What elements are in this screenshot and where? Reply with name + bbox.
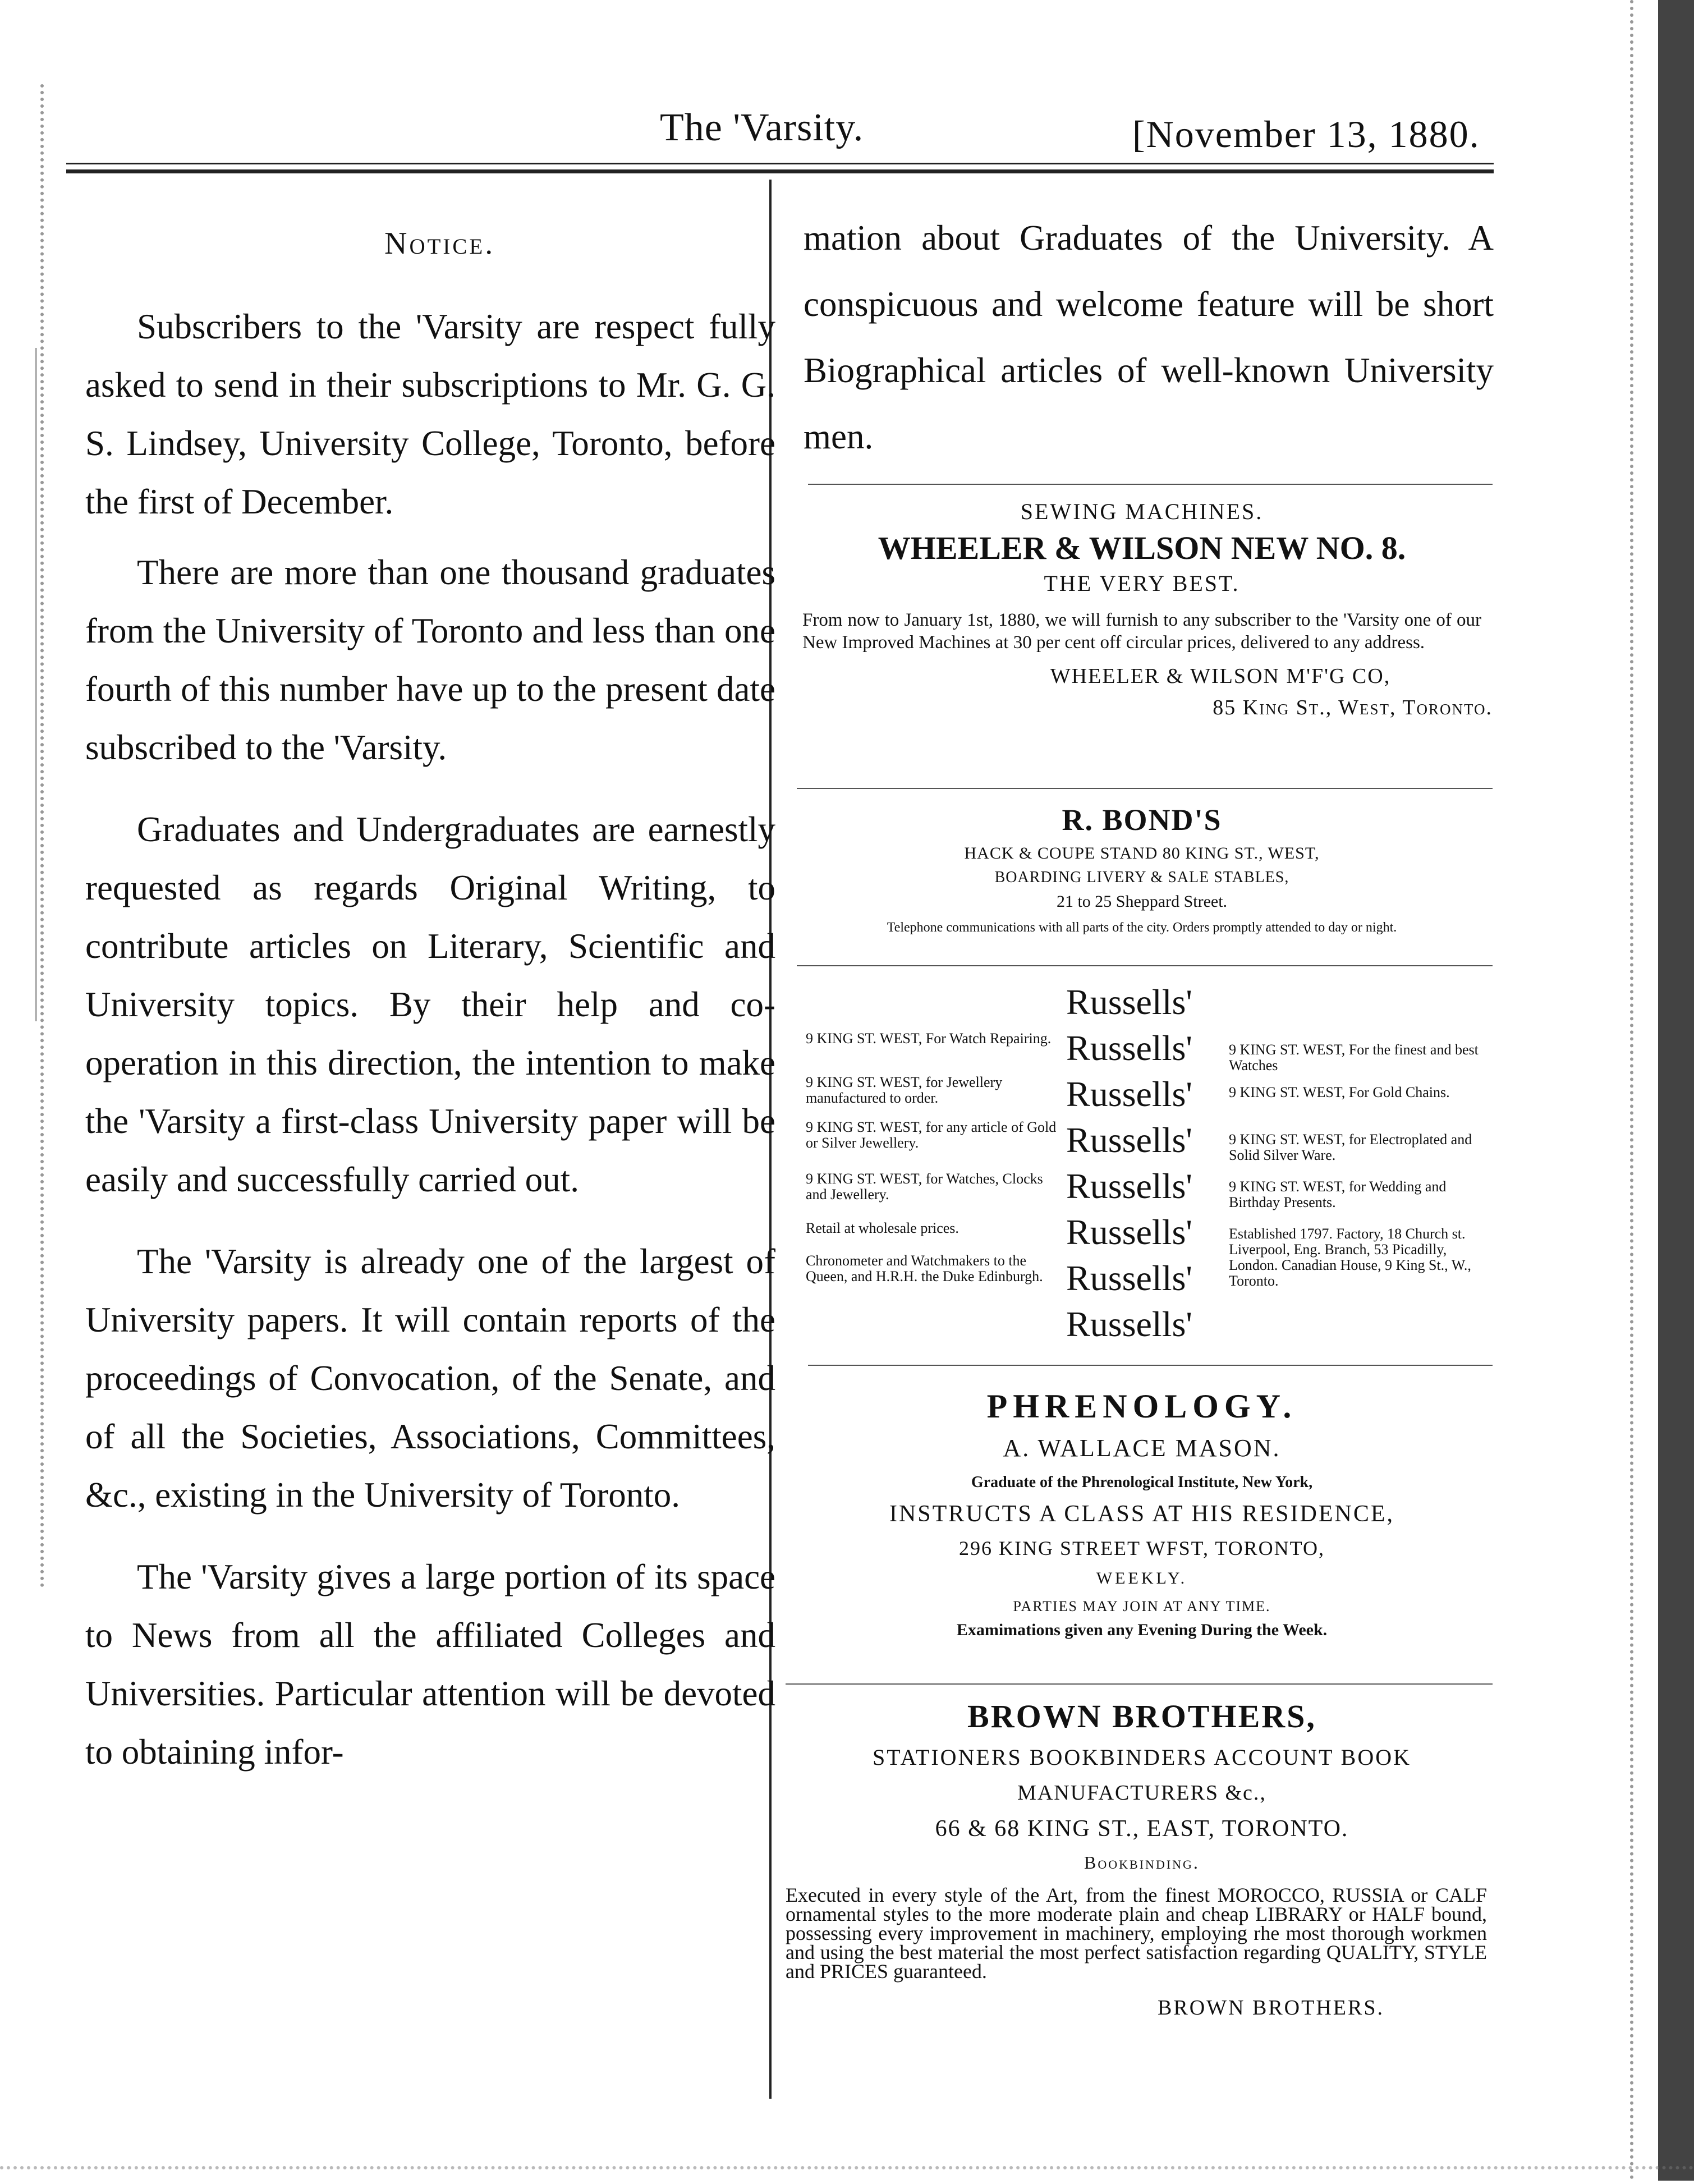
ad-line: STATIONERS BOOKBINDERS ACCOUNT BOOK: [872, 1745, 1412, 1770]
ad-name: A. WALLACE MASON.: [1003, 1434, 1281, 1462]
russells-note: 9 KING ST. WEST, for Jewellery manufactured to order.: [806, 1074, 1003, 1106]
scan-edge-bottom: [0, 2166, 1694, 2184]
russells-note: 9 KING ST. WEST, for Electroplated and Solid Silver Ware.: [1229, 1131, 1472, 1163]
ad-line: Telephone communications with all parts of the city. Orders promptly attended to day or night.: [887, 920, 1397, 935]
notice-paragraph: The 'Varsity is already one of the largest of University papers. It will contain reports of the proceedings of Convocation, of the Senate, and of all the Societies, Associations, Committees, &c., existing in the University of Toronto.: [85, 1242, 775, 1515]
russells-word: Russells': [1066, 1028, 1192, 1068]
notice-paragraph: Subscribers to the 'Varsity are respect fully asked to send in their subscriptions to Mr. G. G. S. Lindsey, University College, Toronto, before the first of December.: [85, 307, 775, 521]
ad-line: HACK & COUPE STAND 80 KING ST., WEST,: [964, 844, 1320, 862]
russells-note: 9 KING ST. WEST, For the finest and best Watches: [1229, 1041, 1479, 1073]
scan-edge-right: [1630, 0, 1648, 2181]
russells-note: 9 KING ST. WEST, for any article of Gold or Silver Jewellery.: [806, 1119, 1057, 1151]
ad-line: Examimations given any Evening During the Week.: [956, 1621, 1328, 1639]
ad-line: PARTIES MAY JOIN AT ANY TIME.: [1013, 1598, 1271, 1614]
ad-brown-brothers: [786, 1697, 1493, 2020]
ad-russells: [791, 979, 1493, 1350]
russells-note: 9 KING ST. WEST, For Gold Chains.: [1229, 1084, 1450, 1100]
russells-note: 9 KING ST. WEST, For Watch Repairing.: [806, 1030, 1052, 1047]
ad-name: WHEELER & WILSON NEW NO. 8.: [878, 530, 1406, 566]
ad-title: PHRENOLOGY.: [986, 1388, 1297, 1425]
ad-address: 85 King St., West, Toronto.: [1213, 696, 1493, 719]
notice-paragraph: Graduates and Undergraduates are earnestly requested as regards Original Writing, to contribute articles on Literary, Scientific and University topics. By their help and co-operation in this direction, the intention to make the 'Varsity a first-class University paper will be easily and successfully carried out.: [85, 810, 775, 1199]
russells-note: 9 KING ST. WEST, for Wedding and Birthday Presents.: [1229, 1178, 1447, 1210]
notice-continuation: [804, 205, 1494, 470]
notice-body: [85, 297, 775, 1793]
notice-paragraph: The 'Varsity gives a large portion of its space to News from all the affiliated Colleges and Universities. Particular attention will be devoted to obtaining infor-: [85, 1557, 775, 1772]
ad-line: BOARDING LIVERY & SALE STABLES,: [994, 869, 1289, 886]
ad-line: 21 to 25 Sheppard Street.: [1056, 892, 1228, 911]
ad-line: INSTRUCTS A CLASS AT HIS RESIDENCE,: [889, 1501, 1395, 1527]
ad-r-bonds: [791, 802, 1493, 935]
notice-heading: Notice.: [384, 226, 495, 261]
ad-wheeler-wilson: [791, 498, 1493, 720]
notice-continuation-text: mation about Graduates of the University. A conspicuous and welcome feature will be short Biographical articles of well-known University men.: [804, 218, 1494, 456]
russells-note: 9 KING ST. WEST, for Watches, Clocks and Jewellery.: [806, 1171, 1043, 1203]
russells-word: Russells': [1066, 1074, 1192, 1114]
russells-word: Russells': [1066, 982, 1192, 1022]
scan-binding-shadow: [1658, 0, 1694, 2181]
scan-edge-left-mark: [35, 348, 37, 1021]
ad-body: From now to January 1st, 1880, we will furnish to any subscriber to the 'Varsity one of our New Improved Machines at 30 per cent off circular prices, delivered to any address.: [802, 610, 1481, 653]
header-rule-thin: [66, 163, 1494, 164]
russells-word-stack: [1066, 979, 1212, 1347]
ad-signature: BROWN BROTHERS.: [1158, 1996, 1384, 2020]
header-rule-thick: [66, 169, 1494, 173]
ad-company: WHEELER & WILSON M'F'G CO,: [1050, 664, 1391, 688]
scan-edge-left: [40, 84, 49, 1588]
ad-line: MANUFACTURERS &c.,: [1017, 1781, 1266, 1805]
russells-note: Chronometer and Watchmakers to the Queen, and H.R.H. the Duke Edinburgh.: [806, 1252, 1043, 1284]
russells-word: Russells': [1066, 1120, 1192, 1160]
divider: [797, 965, 1493, 966]
ad-name: BROWN BROTHERS,: [967, 1698, 1316, 1735]
ad-line: Graduate of the Phrenological Institute, New York,: [971, 1474, 1313, 1491]
divider: [808, 484, 1493, 485]
ad-body: Executed in every style of the Art, from the finest MOROCCO, RUSSIA or CALF ornamental styles to the more moderate plain and cheap LIBRARY or HALF bound, possessing every improvement in machinery, employing rhe most thorough workmen and using the best material the most perfect satisfaction regarding QUALITY, STYLE and PRICES guaranteed.: [786, 1884, 1487, 1983]
ad-line: WEEKLY.: [1096, 1569, 1188, 1587]
divider: [797, 788, 1493, 789]
russells-word: Russells': [1066, 1212, 1192, 1252]
russells-word: Russells': [1066, 1166, 1192, 1206]
divider: [808, 1365, 1493, 1366]
ad-phrenology: [791, 1387, 1493, 1640]
divider: [786, 1683, 1493, 1685]
ad-heading: SEWING MACHINES.: [1020, 499, 1264, 524]
ad-tagline: THE VERY BEST.: [1044, 571, 1240, 596]
notice-paragraph: There are more than one thousand graduates from the University of Toronto and less than one fourth of this number have up to the present date subscribed to the 'Varsity.: [85, 553, 775, 767]
russells-note: Established 1797. Factory, 18 Church st. Liverpool, Eng. Branch, 53 Picadilly, London. Canadian House, 9 King St., W., Toronto.: [1229, 1226, 1471, 1289]
ad-line: 296 KING STREET WFST, TORONTO,: [958, 1537, 1325, 1559]
newspaper-title: The 'Varsity.: [660, 106, 864, 149]
ad-name: R. BOND'S: [1062, 803, 1222, 837]
ad-line: Bookbinding.: [1084, 1852, 1200, 1873]
ad-line: 66 & 68 KING ST., EAST, TORONTO.: [935, 1816, 1349, 1842]
russells-note: Retail at wholesale prices.: [806, 1220, 959, 1236]
issue-date: [November 13, 1880.: [1132, 113, 1480, 155]
russells-word: Russells': [1066, 1258, 1192, 1298]
russells-word: Russells': [1066, 1304, 1192, 1344]
